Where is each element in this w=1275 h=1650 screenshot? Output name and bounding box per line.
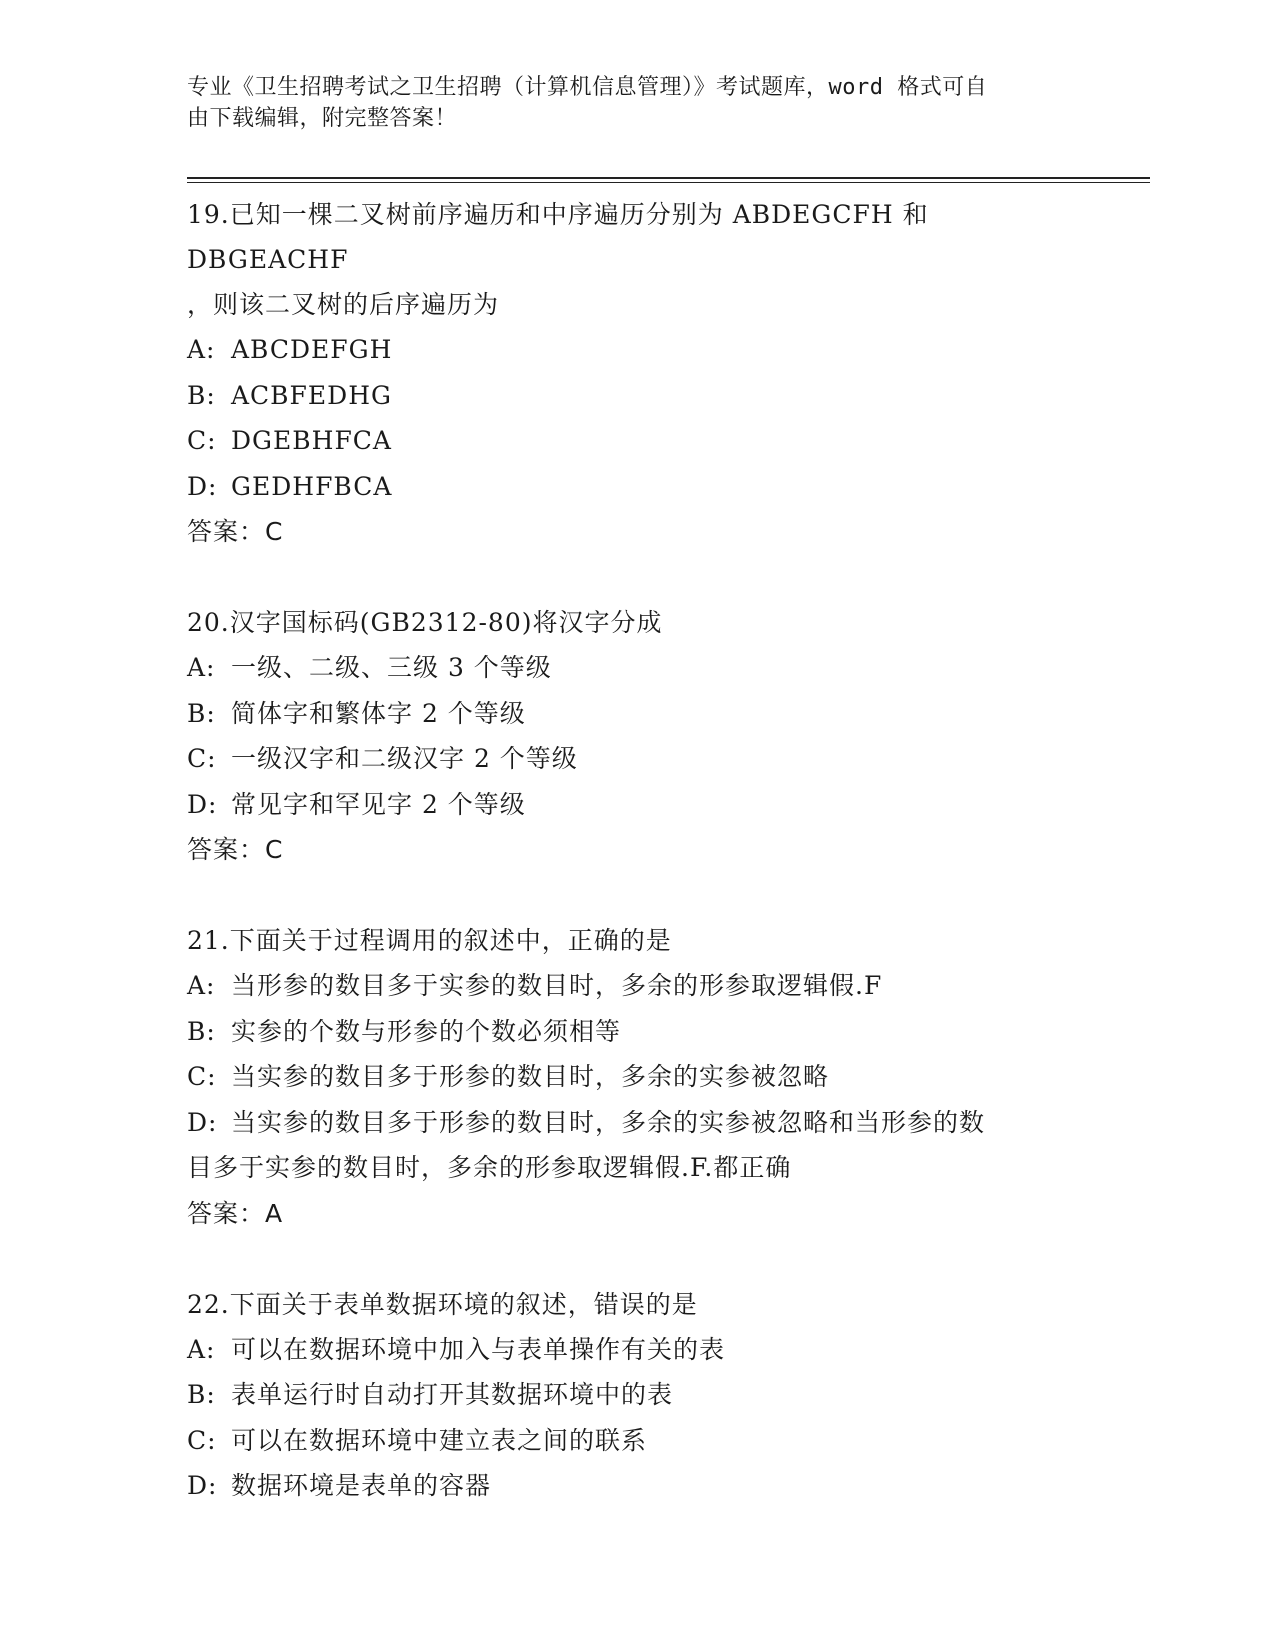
answer-line: 答案：C [187,517,284,546]
header-rule-thin [187,182,1150,183]
option-text: ABCDEFGH [231,335,393,364]
option-b [187,373,1087,419]
option-letter: D: [187,1107,218,1137]
option-b [187,1372,1087,1418]
option-text: 可以在数据环境中建立表之间的联系 [231,1425,648,1455]
option-d-continued: 目多于实参的数目时，多余的形参取逻辑假.F.都正确 [187,1153,792,1182]
option-letter: D: [187,471,218,501]
option-letter: D: [187,1471,218,1500]
option-text: 可以在数据环境中加入与表单操作有关的表 [231,1334,726,1364]
option-text: 一级、二级、三级 3 个等级 [231,653,552,682]
question-stem: 22.下面关于表单数据环境的叙述，错误的是 [187,1289,698,1319]
header-line-1: 专业《卫生招聘考试之卫生招聘（计算机信息管理）》考试题库，word 格式可自 [187,75,988,100]
option-text: 一级汉字和二级汉字 2 个等级 [231,744,578,773]
option-c [187,1054,1087,1100]
option-letter: B: [187,1016,216,1046]
option-letter: A: [187,971,216,1000]
option-d [187,464,1087,510]
option-text: DGEBHFCA [231,426,392,455]
option-letter: B: [187,1380,216,1409]
option-letter: B: [187,380,216,410]
option-letter: A: [187,335,216,364]
question-stem-continued: ，则该二叉树的后序遍历为 [187,290,500,319]
option-c [187,736,1087,782]
option-c [187,1418,1087,1464]
answer-line: 答案：C [187,835,284,864]
option-d [187,782,1087,828]
option-b [187,1009,1087,1055]
question-stem: 19.已知一棵二叉树前序遍历和中序遍历分别为 ABDEGCFH 和 DBGEACHF [187,200,929,274]
header-rule-thick [187,177,1150,179]
option-text: 简体字和繁体字 2 个等级 [231,698,526,728]
option-a [187,1327,1087,1373]
question-stem: 20.汉字国标码(GB2312-80)将汉字分成 [187,608,663,637]
question-list [187,192,1087,1555]
answer-line: 答案：A [187,1198,284,1228]
option-a [187,645,1087,691]
option-text: 实参的个数与形参的个数必须相等 [231,1016,622,1046]
header-line-2: 由下载编辑，附完整答案！ [187,106,458,131]
option-text: GEDHFBCA [231,471,393,501]
question-stem: 21.下面关于过程调用的叙述中，正确的是 [187,926,672,955]
option-text: 当实参的数目多于形参的数目时，多余的实参被忽略和当形参的数 [231,1107,986,1137]
option-d [187,1100,1087,1146]
option-letter: A: [187,653,216,682]
option-letter: B: [187,698,216,728]
option-text: 常见字和罕见字 2 个等级 [231,789,526,819]
option-text: 表单运行时自动打开其数据环境中的表 [231,1380,674,1409]
option-text: 当实参的数目多于形参的数目时，多余的实参被忽略 [231,1062,830,1091]
option-text: ACBFEDHG [231,380,392,410]
option-letter: C: [187,744,217,773]
option-letter: C: [187,426,217,455]
question-21 [187,918,1087,1236]
question-19 [187,192,1087,554]
option-c [187,418,1087,464]
option-letter: C: [187,1425,217,1455]
option-text: 数据环境是表单的容器 [231,1471,492,1500]
option-letter: A: [187,1334,216,1364]
document-header [187,72,1067,134]
option-b [187,691,1087,737]
option-text: 当形参的数目多于实参的数目时，多余的形参取逻辑假.F [231,971,883,1000]
question-20 [187,600,1087,872]
option-a [187,327,1087,373]
option-letter: D: [187,789,218,819]
question-22 [187,1282,1087,1509]
option-d [187,1463,1087,1509]
option-letter: C: [187,1062,217,1091]
option-a [187,963,1087,1009]
